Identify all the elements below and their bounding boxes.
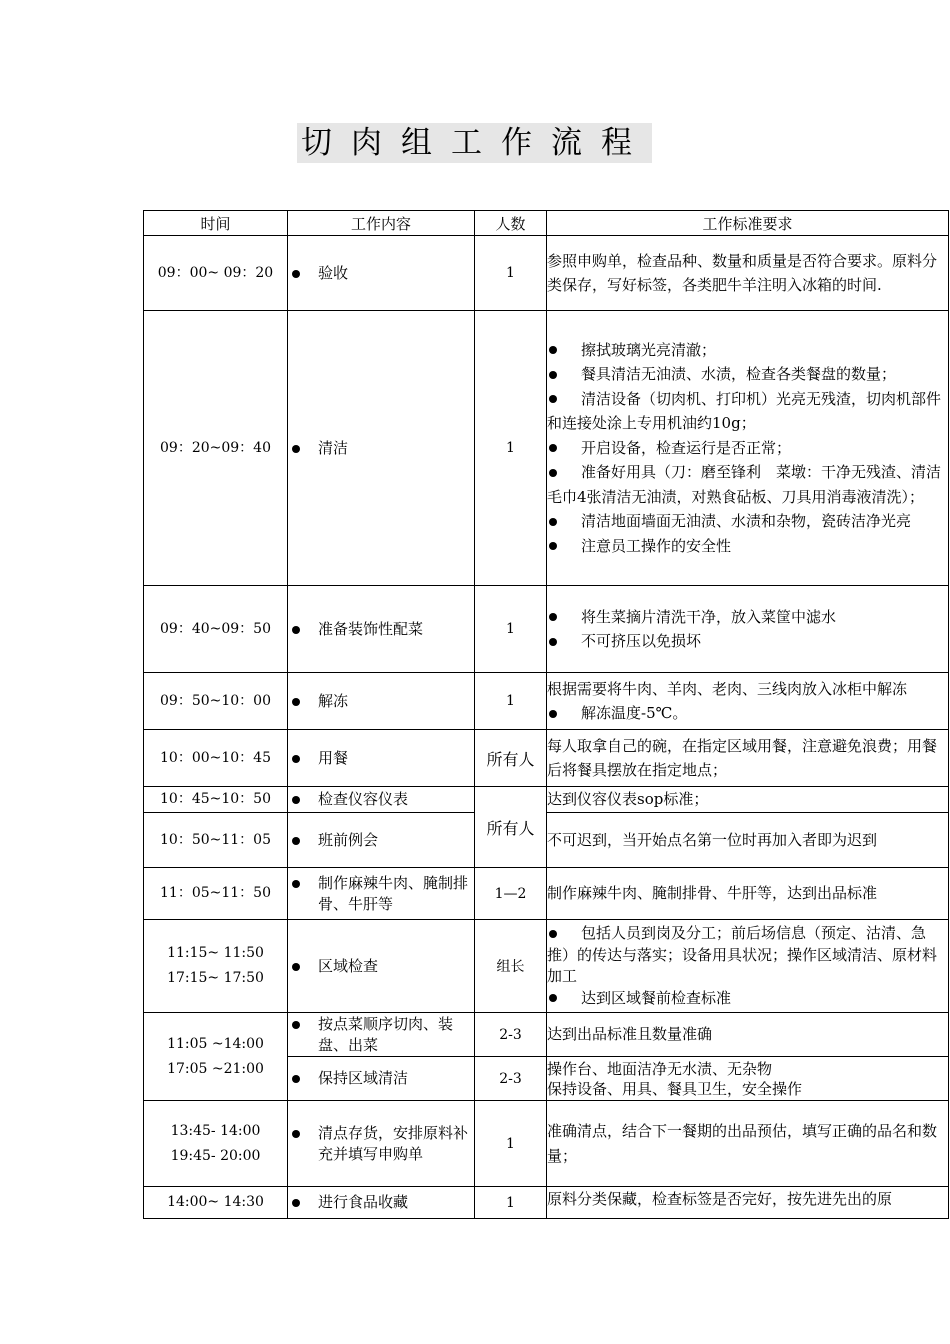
count-cell: 1 — [475, 1187, 547, 1219]
bullet-icon — [292, 626, 300, 634]
bullet-icon — [292, 1130, 300, 1138]
standard-text: 解冻温度-5℃。 — [581, 704, 688, 722]
bullet-icon — [292, 755, 300, 763]
standard-cell — [547, 673, 949, 730]
table-row — [144, 1187, 949, 1219]
table-row — [144, 813, 949, 868]
workflow-table — [143, 210, 949, 1219]
content-text: 清点存货，安排原料补充并填写申购单 — [318, 1123, 469, 1163]
bullet-icon — [549, 638, 557, 646]
table-row — [144, 730, 949, 787]
standard-text: 擦拭玻璃光亮清澈； — [581, 340, 717, 359]
standard-text: 将生菜摘片清洗干净，放入菜筐中滤水 — [581, 607, 837, 626]
header-time: 时间 — [144, 211, 288, 236]
time-cell: 10：45~10：50 — [144, 787, 288, 813]
bullet-icon — [292, 270, 300, 278]
standard-text: 根据需要将牛肉、羊肉、老肉、三线肉放入冰柜中解冻 — [547, 679, 908, 698]
standard-item — [547, 362, 948, 387]
count-cell: 1 — [475, 311, 547, 586]
table-row — [144, 868, 949, 920]
bullet-icon — [549, 613, 557, 621]
content-text: 用餐 — [318, 748, 349, 767]
page-title: 切肉组工作流程 — [297, 123, 652, 163]
content-text: 区域检查 — [318, 956, 379, 975]
bullet-icon — [549, 469, 557, 477]
content-cell — [288, 813, 475, 868]
bullet-icon — [549, 518, 557, 526]
bullet-icon — [292, 1075, 300, 1083]
time-cell: 11:15~ 11:50 17:15~ 17:50 — [144, 920, 288, 1013]
content-cell — [288, 1101, 475, 1187]
standard-item — [547, 436, 948, 461]
content-cell — [288, 730, 475, 787]
content-text: 解冻 — [318, 691, 349, 710]
standard-cell: 操作台、地面洁净无水渍、无杂物 保持设备、用具、餐具卫生，安全操作 — [547, 1057, 949, 1101]
content-text: 准备装饰性配菜 — [318, 619, 424, 638]
content-cell — [288, 673, 475, 730]
bullet-icon — [549, 395, 557, 403]
standard-cell: 达到仪容仪表sop标准； — [547, 787, 949, 813]
time-cell: 09：40~09：50 — [144, 586, 288, 673]
content-cell — [288, 787, 475, 813]
table-header-row — [144, 211, 949, 236]
standard-item — [547, 701, 948, 726]
standard-text: 清洁地面墙面无油渍、水渍和杂物，瓷砖洁净光亮 — [581, 512, 912, 531]
content-text: 班前例会 — [318, 830, 379, 849]
standard-cell — [547, 311, 949, 586]
content-text: 进行食品收藏 — [318, 1193, 409, 1211]
content-text: 按点菜顺序切肉、装盘、出菜 — [318, 1014, 454, 1054]
content-cell — [288, 1057, 475, 1101]
standard-text: 注意员工操作的安全性 — [581, 536, 732, 555]
standard-cell — [547, 586, 949, 673]
content-cell — [288, 236, 475, 311]
bullet-icon — [292, 1021, 300, 1029]
standard-cell — [547, 920, 949, 1013]
bullet-icon — [292, 837, 300, 845]
standard-cell: 不可迟到，当开始点名第一位时再加入者即为迟到 — [547, 813, 949, 868]
standard-item — [547, 605, 948, 630]
bullet-icon — [292, 1199, 300, 1207]
bullet-icon — [549, 371, 557, 379]
time-cell: 11:05 ~14:00 17:05 ~21:00 — [144, 1013, 288, 1101]
standard-item — [547, 629, 948, 654]
standard-cell: 原料分类保藏，检查标签是否完好，按先进先出的原 — [547, 1187, 949, 1219]
count-cell: 1 — [475, 236, 547, 311]
bullet-icon — [549, 444, 557, 452]
count-cell: 1 — [475, 673, 547, 730]
bullet-icon — [549, 542, 557, 550]
count-cell: 1 — [475, 1101, 547, 1187]
header-content: 工作内容 — [288, 211, 475, 236]
standard-item — [547, 338, 948, 363]
standard-item — [547, 509, 948, 534]
standard-text: 准备好用具（刀：磨至锋利 菜墩：干净无残渣、清洁毛巾4张清洁无油渍，对熟食砧板、刀具用消毒液清洗）； — [547, 463, 942, 506]
time-cell: 14:00~ 14:30 — [144, 1187, 288, 1219]
standard-text: 不可挤压以免损坏 — [581, 632, 702, 650]
bullet-icon — [549, 710, 557, 718]
standard-item — [547, 534, 948, 559]
standard-text: 餐具清洁无油渍、水渍，检查各类餐盘的数量； — [581, 365, 897, 384]
standard-cell: 准确清点，结合下一餐期的出品预估，填写正确的品名和数量； — [547, 1101, 949, 1187]
standard-text: 开启设备，检查运行是否正常； — [581, 438, 792, 457]
content-cell — [288, 868, 475, 920]
standard-cell: 参照申购单，检查品种、数量和质量是否符合要求。原料分类保存，写好标签，各类肥牛羊注明入冰箱的时间. — [547, 236, 949, 311]
table-row — [144, 787, 949, 813]
content-text: 检查仪容仪表 — [318, 790, 409, 808]
content-cell — [288, 1013, 475, 1057]
table-row — [144, 236, 949, 311]
count-cell: 2-3 — [475, 1013, 547, 1057]
table-row — [144, 673, 949, 730]
standard-cell: 制作麻辣牛肉、腌制排骨、牛肝等，达到出品标准 — [547, 868, 949, 920]
time-cell: 09：00~ 09：20 — [144, 236, 288, 311]
standard-item — [547, 988, 948, 1010]
header-standard: 工作标准要求 — [547, 211, 949, 236]
content-cell — [288, 920, 475, 1013]
content-cell — [288, 1187, 475, 1219]
time-cell: 10：50~11：05 — [144, 813, 288, 868]
standard-text: 达到区域餐前检查标准 — [581, 988, 732, 1007]
bullet-icon — [292, 698, 300, 706]
table-row — [144, 920, 949, 1013]
standard-item — [547, 460, 948, 509]
content-text: 清洁 — [318, 438, 349, 457]
standard-cell: 每人取拿自己的碗，在指定区域用餐，注意避免浪费；用餐后将餐具摆放在指定地点； — [547, 730, 949, 787]
standard-text: 包括人员到岗及分工；前后场信息（预定、沽清、急推）的传达与落实；设备用具状况；操作区域清洁、原材料加工 — [547, 924, 938, 985]
count-cell: 组长 — [475, 920, 547, 1013]
bullet-icon — [549, 930, 557, 938]
bullet-icon — [292, 796, 300, 804]
bullet-icon — [549, 994, 557, 1002]
content-cell — [288, 311, 475, 586]
bullet-icon — [292, 445, 300, 453]
time-cell: 09：50~10：00 — [144, 673, 288, 730]
table-row — [144, 1101, 949, 1187]
count-cell: 所有人 — [475, 730, 547, 787]
standard-item — [547, 923, 948, 988]
time-cell: 10：00~10：45 — [144, 730, 288, 787]
content-cell — [288, 586, 475, 673]
count-cell: 1—2 — [475, 868, 547, 920]
content-text: 验收 — [318, 263, 349, 282]
count-cell: 1 — [475, 586, 547, 673]
time-cell: 11：05~11：50 — [144, 868, 288, 920]
count-cell: 所有人 — [475, 787, 547, 868]
header-count: 人数 — [475, 211, 547, 236]
content-text: 制作麻辣牛肉、腌制排骨、牛肝等 — [318, 873, 469, 913]
bullet-icon — [549, 346, 557, 354]
standard-text: 清洁设备（切肉机、打印机）光亮无残渣，切肉机部件和连接处涂上专用机油约10g； — [547, 389, 942, 433]
bullet-icon — [292, 963, 300, 971]
content-text: 保持区域清洁 — [318, 1069, 409, 1087]
count-cell: 2-3 — [475, 1057, 547, 1101]
standard-cell: 达到出品标准且数量准确 — [547, 1013, 949, 1057]
bullet-icon — [292, 880, 300, 888]
standard-item — [547, 387, 948, 436]
table-row — [144, 586, 949, 673]
table-row — [144, 311, 949, 586]
time-cell: 13:45- 14:00 19:45- 20:00 — [144, 1101, 288, 1187]
table-row — [144, 1013, 949, 1057]
time-cell: 09：20~09：40 — [144, 311, 288, 586]
